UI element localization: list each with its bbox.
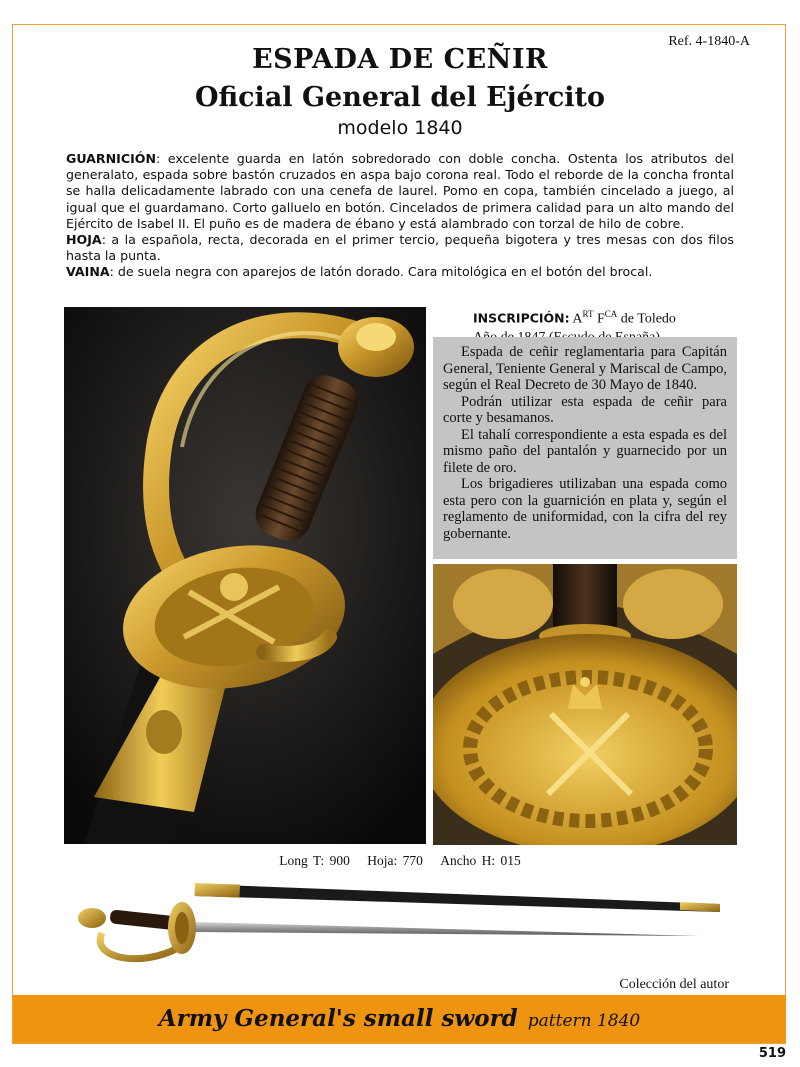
guarnicion-paragraph: [66, 151, 734, 232]
vaina-label: VAINA: [66, 264, 110, 280]
model-year: modelo 1840: [337, 117, 463, 139]
hilt-illustration: [64, 307, 426, 844]
description-block: [66, 151, 734, 281]
reference-number: Ref. 4-1840-A: [668, 34, 750, 49]
inscription-rest: de Toledo: [617, 311, 676, 327]
english-title-banner: [13, 995, 786, 1043]
note-paragraph: Podrán utilizar esta espada de ceñir para corte y besamanos.: [443, 393, 727, 426]
vaina-text: : de suela negra con aparejos de latón dorado. Cara mitológica en el botón del brocal.: [109, 264, 653, 280]
full-sword-illustration: [70, 878, 730, 973]
collection-credit: Colección del autor: [619, 977, 729, 992]
blade-width: Ancho H: 015: [440, 853, 521, 868]
guard-detail-photo: [433, 564, 737, 845]
inscription-a: A: [572, 311, 583, 327]
blade-length: Hoja: 770: [367, 853, 423, 868]
guard-detail-illustration: [433, 564, 737, 845]
inscription-line-1: [473, 305, 676, 329]
note-paragraph: Espada de ceñir reglamentaria para Capitán General, Teniente General y Mariscal de Campo, según el Real Decreto de 30 Mayo de 1840.: [443, 344, 727, 393]
hoja-label: HOJA: [66, 232, 102, 248]
inscription-label: INSCRIPCIÓN:: [473, 310, 570, 326]
notes-box: [433, 337, 737, 559]
inscription-rt: RT: [582, 309, 594, 319]
inscription-f: F: [593, 311, 605, 327]
inscription-ca: CA: [604, 309, 618, 319]
english-title: Army General's small sword: [158, 1005, 518, 1032]
vaina-paragraph: [66, 264, 734, 280]
page-title: ESPADA DE CEÑIR: [252, 44, 548, 75]
note-paragraph: Los brigadieres utilizaban una espada como esta pero con la guarnición en plata y, según el reglamento de uniformidad, con la cifra del rey gobernante.: [443, 476, 727, 542]
guarnicion-label: GUARNICIÓN: [66, 151, 157, 166]
note-paragraph: El tahalí correspondiente a esta espada es del mismo paño del pantalón y guarnecido por un filete de oro.: [443, 426, 727, 476]
guarnicion-text: : excelente guarda en latón sobredorado con doble concha. Ostenta los atributos del generalato, espada sobre bastón cruzados en aspa bajo corona real. Todo el reborde de la concha frontal se halla delicadamente labrado con una cenefa de laurel. Pomo en copa, también cincelado a juego, al igual que el guardamano. Corto galluelo en botón. Cincelados de primera calidad para un alto mando del Ejército de Isabel II. El puño es de madera de ébano y está alambrado con torzal de hilo de cobre.: [66, 151, 734, 231]
page-subtitle: Oficial General del Ejército: [194, 82, 606, 113]
measurements: [0, 853, 800, 869]
english-pattern: pattern 1840: [527, 1011, 641, 1031]
page-number: 519: [758, 1046, 786, 1061]
hoja-paragraph: [66, 232, 734, 264]
total-length: Long T: 900: [279, 853, 350, 868]
hilt-photo: [64, 307, 426, 844]
hoja-text: : a la española, recta, decorada en el primer tercio, pequeña bigotera y tres mesas con dos filos hasta la punta.: [66, 232, 734, 264]
